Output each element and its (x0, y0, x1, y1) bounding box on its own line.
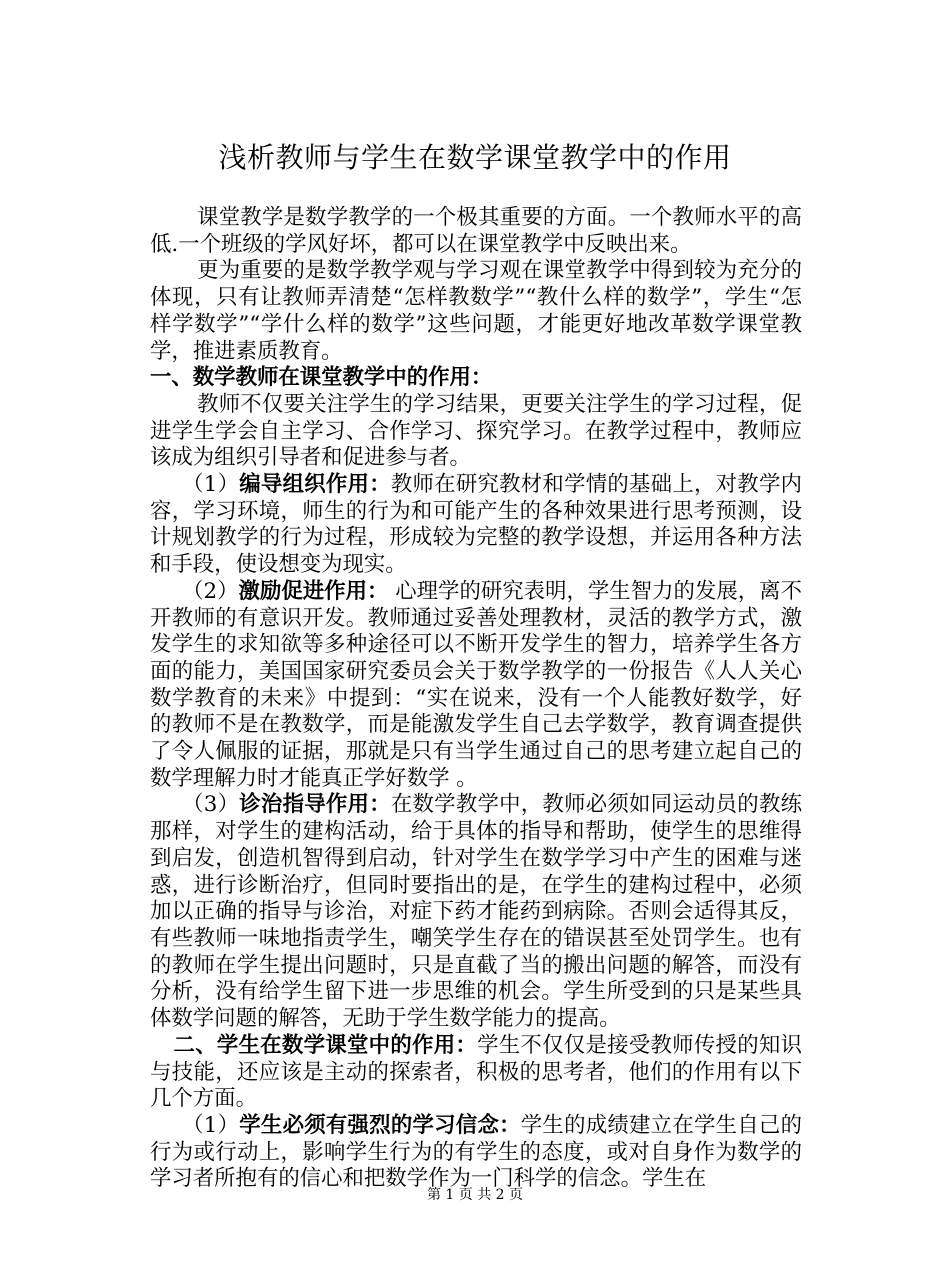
section-1-heading: 一、数学教师在课堂教学中的作用： (150, 365, 493, 391)
item-label: 编导组织作用： (239, 472, 391, 498)
item-label: 激励促进作用： (238, 578, 389, 604)
item-label: 学生必须有强烈的学习信念： (239, 1112, 521, 1138)
item-text: 心理学的研究表明，学生智力的发展，离不开教师的有意识开发。教师通过妥善处理教材，灵活的教学方式，激发学生的求知欲等多种途径可以不断开发学生的智力，培养学生各方面的能力，美国国家研究委员会关于数学教学的一份报告《人人关心数学教育的未来》中提到：“实在说来，没有一个人能教好数学，好的教师不是在教数学，而是能激发学生自己去学数学，教育调查提供了令人佩服的证据，那就是只有当学生通过自己的思考建立起自己的数学理解力时才能真正学好数学 。 (150, 578, 802, 791)
document-title: 浅析教师与学生在数学课堂教学中的作用 (218, 141, 732, 174)
page-footer: 第 1 页 共 2 页 (426, 1187, 524, 1203)
item-text: 在数学教学中，教师必须如同运动员的教练那样，对学生的建构活动，给于具体的指导和帮助，使学生的思维得到启发，创造机智得到启动，针对学生在数学学习中产生的困难与迷惑，进行诊断治疗，但同时要指出的是，在学生的建构过程中，必须加以正确的指导与诊治，对症下药才能药到病除。否则会适得其反，有些教师一味地指责学生，嘲笑学生存在的错误甚至处罚学生。也有的教师在学生提出问题时，只是直截了当的搬出问题的解答，而没有分析，没有给学生留下进一步思维的机会。学生所受到的只是某些具体数学问题的解答，无助于学生数学能力的提高。 (150, 792, 802, 1032)
section-2-intro: 学生不仅仅是接受教师传授的知识与技能，还应该是主动的探索者，积极的思考者，他们的作用有以下几个方面。 (150, 1032, 802, 1112)
section-1-item-3 (150, 792, 802, 1032)
section-2-paragraph (150, 1033, 802, 1113)
item-text: 学生的成绩建立在学生自己的行为或行动上，影响学生行为的有学生的态度，或对自身作为数学的学习者所抱有的信心和把数学作为一门科学的信念。学生在 (150, 1112, 802, 1192)
section-1-item-2 (150, 579, 802, 793)
intro-paragraph-2: 更为重要的是数学教学观与学习观在课堂教学中得到较为充分的体现，只有让教师弄清楚“怎样教数学”“教什么样的数学”，学生“怎样学数学”“学什么样的数学”这些问题，才能更好地改革数学课堂教学，推进素质教育。 (150, 258, 802, 364)
item-label: 诊治指导作用： (239, 792, 391, 818)
item-number: （1） (182, 472, 240, 498)
section-1-intro: 教师不仅要关注学生的学习结果，更要关注学生的学习过程，促进学生学会自主学习、合作学习、探究学习。在教学过程中，教师应该成为组织引导者和促进参与者。 (150, 391, 802, 471)
item-number: （1） (182, 1112, 240, 1138)
item-text: 教师在研究教材和学情的基础上，对教学内容，学习环境，师生的行为和可能产生的各种效果进行思考预测，设计规划教学的行为过程，形成较为完整的教学设想，并运用各种方法和手段，使设想变为现实。 (150, 472, 802, 578)
item-number: （2） (182, 578, 239, 604)
section-2-item-1 (150, 1113, 802, 1193)
document-body (150, 205, 802, 1193)
intro-paragraph-1: 课堂教学是数学教学的一个极其重要的方面。一个教师水平的高低.一个班级的学风好坏，都可以在课堂教学中反映出来。 (150, 205, 802, 257)
section-2-heading: 二、学生在数学课堂中的作用： (173, 1032, 478, 1058)
section-1-item-1 (150, 472, 802, 579)
item-number: （3） (182, 792, 240, 818)
